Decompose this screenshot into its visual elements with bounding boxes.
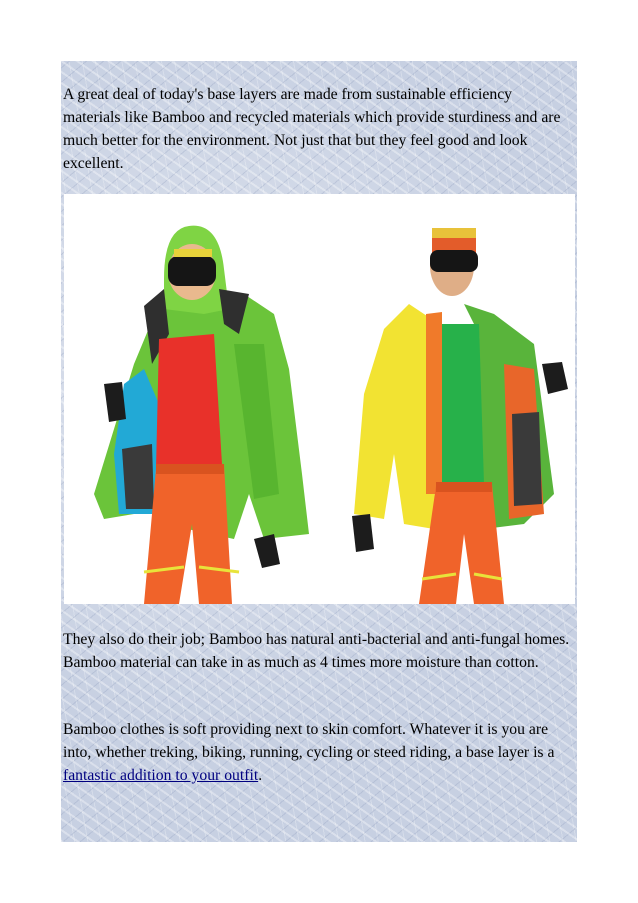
photo-ski-outfits — [64, 194, 575, 604]
left-model — [94, 226, 309, 604]
comfort-period: . — [258, 767, 263, 784]
comfort-text: Bamboo clothes is soft providing next to skin comfort. Whatever it is you are into, whether treking, biking, running, cycling or steed riding, a base layer is a — [63, 721, 555, 761]
intro-paragraph: A great deal of today's base layers are made from sustainable efficiency materials like Bamboo and recycled materials which provide sturdiness and are much better for the environment. Not just that but they feel good and look excellent. — [63, 86, 561, 172]
outfit-link[interactable]: fantastic addition to your outfit — [63, 767, 259, 784]
textured-page — [61, 61, 577, 842]
comfort-paragraph — [63, 718, 571, 787]
right-model — [352, 228, 568, 604]
benefits-paragraph: They also do their job; Bamboo has natural anti-bacterial and anti-fungal homes. Bamboo material can take in as much as 4 times more moisture than cotton. — [63, 631, 570, 671]
